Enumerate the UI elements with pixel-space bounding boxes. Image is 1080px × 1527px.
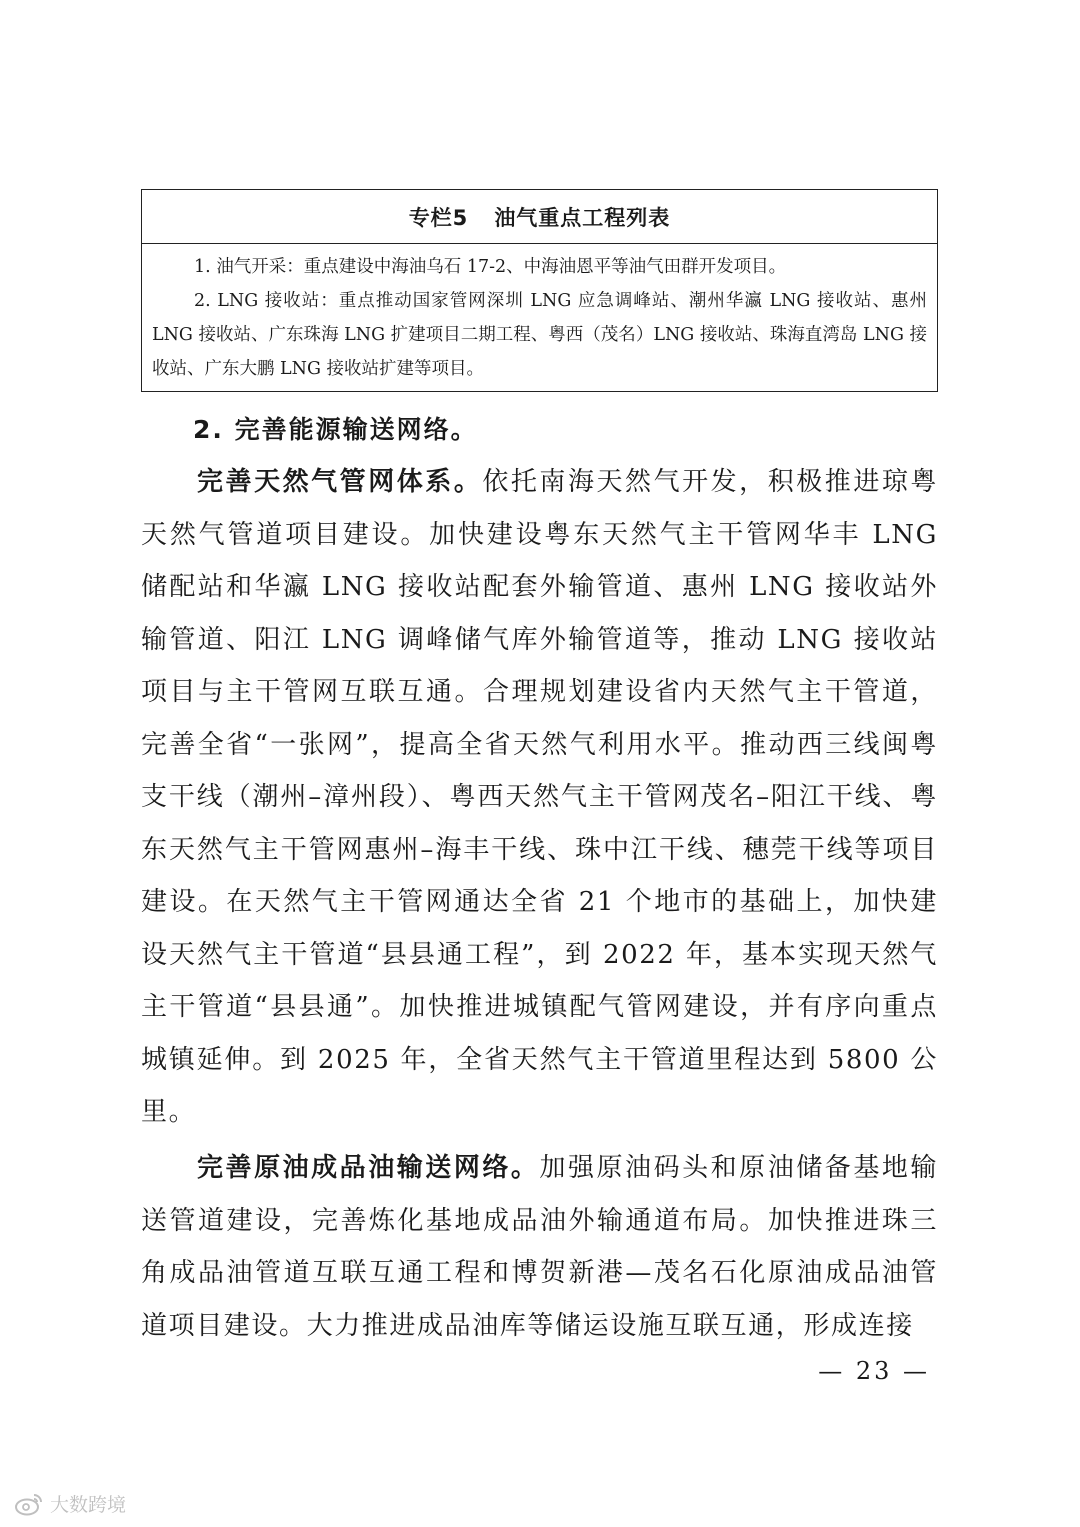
column-item: 1. 油气开采：重点建设中海油乌石 17-2、中海油恩平等油气田群开发项目。 — [194, 257, 787, 277]
paragraph — [141, 1142, 938, 1352]
column-body — [142, 244, 937, 386]
page-number: — 23 — — [818, 1357, 930, 1385]
column-title — [142, 190, 937, 244]
paragraph-text: 依托南海天然气开发，积极推进琼粤天然气管道项目建设。加快建设粤东天然气主干管网华丰 LNG 储配站和华瀛 LNG 接收站配套外输管道、惠州 LNG 接收站外输管道、阳江 LNG 调峰储气库外输管道等，推动 LNG 接收站项目与主干管网互联互通。合理规划建设省内天然气主干管道，完善全省“一张网”，提高全省天然气利用水平。推动西三线闽粤支干线（潮州–漳州段）、粤西天然气主干管网茂名–阳江干线、粤东天然气主干管网惠州–海丰干线、珠中江干线、穗莞干线等项目建设。在天然气主干管网通达全省 21 个地市的基础上，加快建设天然气主干管道“县县通工程”，到 2022 年，基本实现天然气主干管道“县县通”。加快推进城镇配气管网建设，并有序向重点城镇延伸。到 2025 年，全省天然气主干管道里程达到 5800 公里。 — [141, 467, 938, 1127]
column-box — [141, 189, 938, 392]
watermark — [14, 1490, 126, 1517]
column-title-text: 油气重点工程列表 — [494, 205, 671, 230]
watermark-text: 大数跨境 — [50, 1494, 127, 1516]
column-number: 专栏5 — [408, 205, 469, 230]
weibo-logo-icon — [14, 1492, 44, 1516]
paragraph-lead: 完善原油成品油输送网络。 — [197, 1153, 540, 1183]
paragraph-lead: 完善天然气管网体系。 — [197, 467, 483, 497]
column-item: 2. LNG 接收站：重点推动国家管网深圳 LNG 应急调峰站、潮州华瀛 LNG 接收站、惠州 LNG 接收站、广东珠海 LNG 扩建项目二期工程、粤西（茂名）LNG 接收站、珠海直湾岛 LNG 接收站、广东大鹏 LNG 接收站扩建等项目。 — [152, 291, 927, 379]
section-heading: 2. 完善能源输送网络。 — [193, 415, 478, 444]
paragraph-text: 加强原油码头和原油储备基地输送管道建设，完善炼化基地成品油外输通道布局。加快推进珠三角成品油管道互联互通工程和博贺新港—茂名石化原油成品油管道项目建设。大力推进成品油库等储运设施互联互通，形成连接 — [141, 1153, 939, 1341]
paragraph — [141, 456, 938, 1139]
